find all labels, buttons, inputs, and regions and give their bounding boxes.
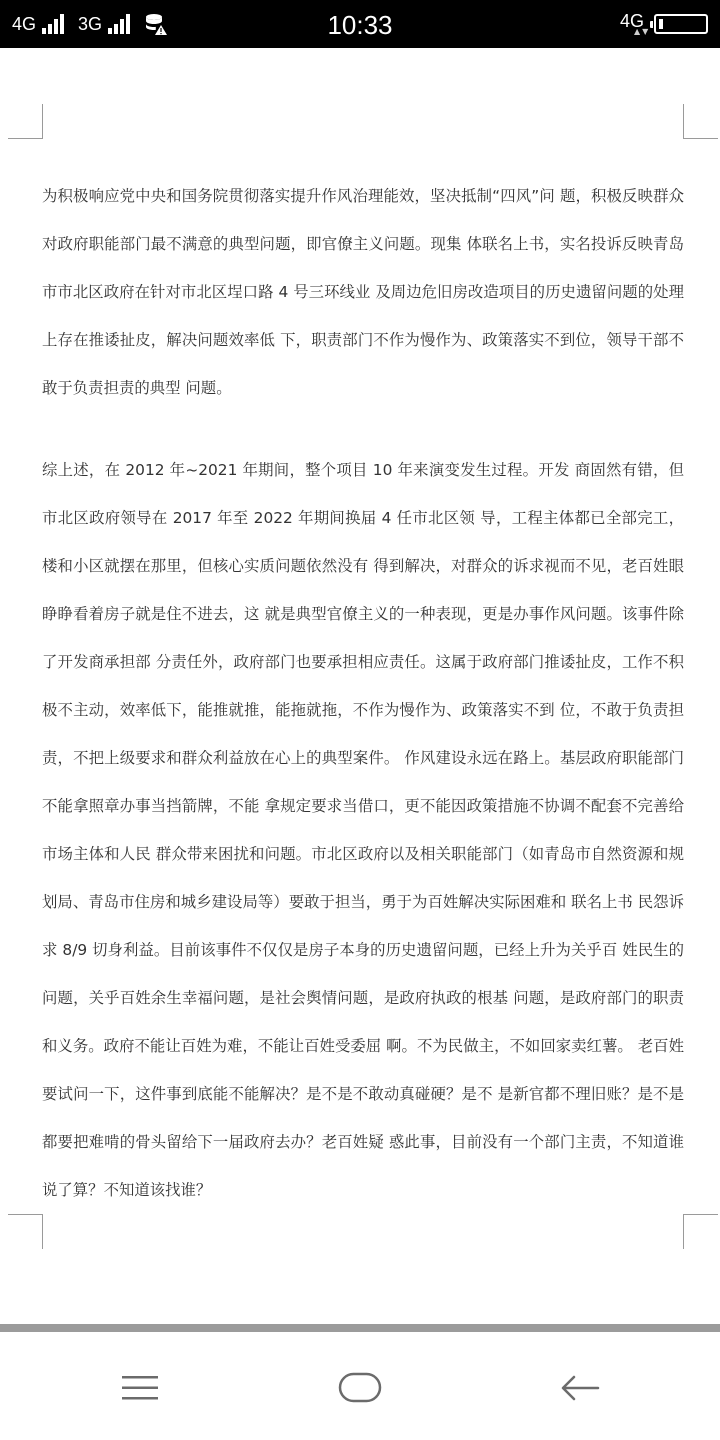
navigation-bar xyxy=(0,1332,720,1440)
status-right-group xyxy=(620,0,708,48)
network-type-1: 4G xyxy=(12,14,37,34)
battery-level xyxy=(659,19,663,29)
back-icon xyxy=(560,1373,600,1403)
status-bar xyxy=(0,0,720,48)
document-body xyxy=(42,172,684,1214)
paragraph-2: 综上述，在 2012 年~2021 年期间，整个项目 10 年来演变发生过程。开发 商固然有错，但市北区政府领导在 2017 年至 2022 年期间换届 4 任市北区领 导，工程主体都已全部完工，楼和小区就摆在那里，但核心实质问题依然没有 得到解决，对群众的诉求视而不见，老百姓眼睁睁看着房子就是住不进去，这 就是典型官僚主义的一种表现，更是办事作风问题。该事件除了开发商承担部 分责任外，政府部门也要承担相应责任。这属于政府部门推诿扯皮，工作不积 极不主动，效率低下，能推就推，能拖就拖，不作为慢作为、政策落实不到 位，不敢于负责担责，不把上级要求和群众利益放在心上的典型案件。 作风建设永远在路上。基层政府职能部门不能拿照章办事当挡箭牌，不能 拿规定要求当借口，更不能因政策措施不协调不配套不完善给市场主体和人民 群众带来困扰和问题。市北区政府以及相关职能部门（如青岛市自然资源和规 划局、青岛市住房和城乡建设局等）要敢于担当，勇于为百姓解决实际困难和 联名上书 民怨诉求 8/9 切身利益。目前该事件不仅仅是房子本身的历史遗留问题，已经上升为关乎百 姓民生的问题，关乎百姓余生幸福问题，是社会舆情问题，是政府执政的根基 问题，是政府部门的职责和义务。政府不能让百姓为难，不能让百姓受委屈 啊。不为民做主，不如回家卖红薯。 老百姓要试问一下，这件事到底能不能解决？是不是不敢动真碰硬？是不 是新官都不理旧账？是不是都要把难啃的骨头留给下一届政府去办？老百姓疑 惑此事，目前没有一个部门主责，不知道谁说了算？不知道该找谁？ xyxy=(42,461,684,1199)
network-type-2: 3G xyxy=(78,14,103,34)
battery-icon xyxy=(654,14,708,34)
status-clock: 10:33 xyxy=(327,10,393,40)
crop-mark-bottom-right xyxy=(683,1214,718,1249)
back-button[interactable] xyxy=(550,1368,610,1408)
data-activity-icon: ▲▼ xyxy=(633,27,651,36)
page-divider xyxy=(0,1324,720,1332)
network-type-right: 4G xyxy=(619,11,644,31)
paragraph-1: 为积极响应党中央和国务院贯彻落实提升作风治理能效，坚决抵制“四风”问 题，积极反映群众对政府职能部门最不满意的典型问题，即官僚主义问题。现集 体联名上书，实名投诉反映青岛市市北区政府在针对市北区埕口路 4 号三环线业 及周边危旧房改造项目的历史遗留问题的处理上存在推诿扯皮，解决问题效率低 下，职责部门不作为慢作为、政策落实不到位，领导干部不敢于负责担责的典型 问题。 xyxy=(42,187,684,397)
home-icon xyxy=(338,1372,382,1404)
crop-mark-top-left xyxy=(8,104,43,139)
crop-mark-bottom-left xyxy=(8,1214,43,1249)
menu-button[interactable] xyxy=(110,1368,170,1408)
menu-icon xyxy=(120,1374,160,1402)
home-button[interactable] xyxy=(330,1368,390,1408)
document-page[interactable] xyxy=(0,48,720,1324)
crop-mark-top-right xyxy=(683,104,718,139)
